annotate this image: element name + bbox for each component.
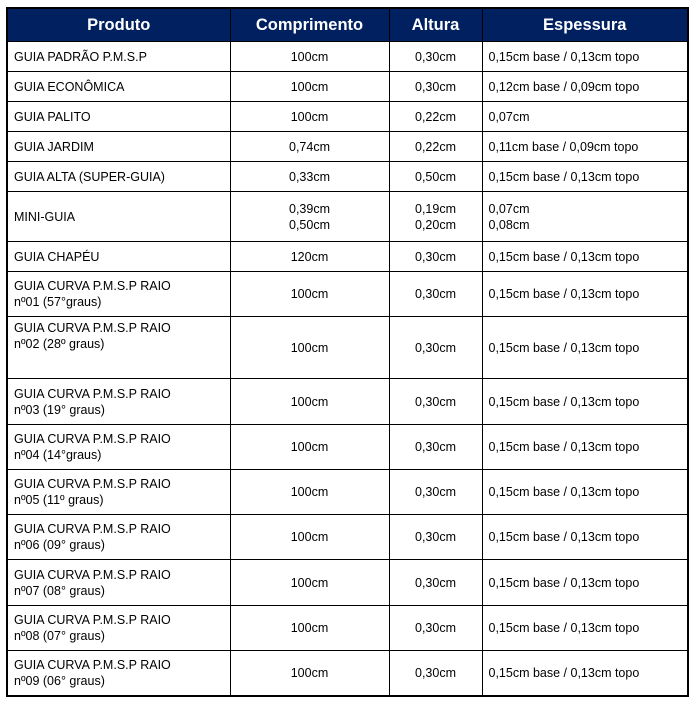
cell-comprimento-text: 120cm (290, 249, 329, 264)
cell-espessura-text: 0,15cm base / 0,13cm topo (488, 394, 640, 409)
cell-altura-text: 0,30cm (415, 287, 456, 301)
cell-altura (389, 317, 482, 379)
cell-comprimento (230, 192, 389, 242)
cell-produto (7, 162, 230, 192)
cell-altura-text: 0,30cm (415, 665, 456, 680)
cell-comprimento-text: 100cm (290, 621, 329, 635)
table-row (7, 132, 688, 162)
cell-altura-text: 0,30cm (415, 530, 456, 544)
cell-produto-text: nº09 (06° graus) (14, 673, 105, 688)
cell-produto (7, 379, 230, 425)
table-row (7, 379, 688, 425)
cell-altura (389, 102, 482, 132)
cell-produto-text: nº04 (14°graus) (14, 448, 102, 462)
product-table-container (6, 7, 689, 697)
cell-altura-text: 0,30cm (415, 440, 456, 454)
cell-comprimento (230, 242, 389, 272)
cell-produto (7, 515, 230, 560)
table-header-row (7, 8, 688, 42)
cell-comprimento (230, 162, 389, 192)
cell-produto-text: GUIA CURVA P.M.S.P RAIO (14, 321, 171, 335)
cell-produto (7, 317, 230, 379)
table-row (7, 192, 688, 242)
cell-comprimento (230, 317, 389, 379)
cell-espessura (482, 272, 688, 317)
cell-comprimento-text: 0,74cm (289, 139, 330, 154)
cell-espessura (482, 560, 688, 606)
cell-produto-text: GUIA ECONÔMICA (14, 79, 125, 94)
table-row (7, 102, 688, 132)
cell-produto (7, 102, 230, 132)
cell-espessura (482, 132, 688, 162)
cell-espessura-text: 0,15cm base / 0,13cm topo (488, 287, 640, 301)
cell-altura (389, 72, 482, 102)
cell-espessura-text: 0,08cm (488, 217, 530, 232)
table-row (7, 560, 688, 606)
table-row (7, 515, 688, 560)
cell-produto-text: MINI-GUIA (14, 209, 76, 224)
cell-espessura-text: 0,15cm base / 0,13cm topo (488, 169, 640, 184)
cell-comprimento-text: 100cm (290, 109, 329, 124)
cell-comprimento (230, 425, 389, 470)
cell-produto-text: GUIA CURVA P.M.S.P RAIO (14, 657, 171, 672)
table-row (7, 606, 688, 651)
cell-altura-text: 0,20cm (415, 217, 456, 232)
cell-espessura-text: 0,15cm base / 0,13cm topo (488, 440, 640, 454)
cell-espessura (482, 470, 688, 515)
cell-comprimento (230, 42, 389, 72)
cell-comprimento-text: 100cm (290, 530, 329, 544)
cell-produto (7, 560, 230, 606)
table-row (7, 470, 688, 515)
cell-comprimento-text: 0,33cm (289, 169, 330, 184)
cell-altura-text: 0,30cm (415, 485, 456, 499)
cell-comprimento (230, 72, 389, 102)
cell-espessura (482, 317, 688, 379)
cell-espessura (482, 606, 688, 651)
cell-altura-text: 0,30cm (415, 621, 456, 635)
cell-altura-text: 0,22cm (415, 139, 456, 154)
product-spec-table (6, 7, 689, 697)
cell-espessura-text: 0,12cm base / 0,09cm topo (488, 79, 640, 94)
cell-espessura (482, 102, 688, 132)
cell-produto-text: nº06 (09° graus) (14, 538, 105, 552)
cell-espessura (482, 162, 688, 192)
cell-comprimento-text: 100cm (290, 394, 329, 409)
cell-espessura (482, 425, 688, 470)
cell-produto (7, 42, 230, 72)
cell-comprimento-text: 0,39cm (289, 201, 330, 216)
table-row (7, 72, 688, 102)
cell-altura (389, 242, 482, 272)
cell-produto-text: GUIA CHAPÉU (14, 249, 100, 264)
cell-espessura-text: 0,15cm base / 0,13cm topo (488, 621, 640, 635)
cell-comprimento (230, 272, 389, 317)
cell-comprimento-text: 100cm (290, 79, 329, 94)
header-espessura: Espessura (482, 8, 688, 42)
cell-altura (389, 651, 482, 696)
cell-espessura (482, 515, 688, 560)
cell-espessura (482, 72, 688, 102)
cell-produto-text: GUIA CURVA P.M.S.P RAIO (14, 613, 171, 627)
cell-altura-text: 0,30cm (415, 394, 456, 409)
cell-comprimento-text: 100cm (290, 340, 329, 355)
cell-produto-text: GUIA CURVA P.M.S.P RAIO (14, 522, 171, 536)
cell-altura-text: 0,22cm (415, 109, 456, 124)
cell-produto-text: GUIA PALITO (14, 109, 91, 124)
cell-espessura-text: 0,15cm base / 0,13cm topo (488, 575, 640, 590)
cell-comprimento-text: 100cm (290, 287, 329, 301)
cell-espessura-text: 0,15cm base / 0,13cm topo (488, 665, 640, 680)
cell-produto-text: GUIA CURVA P.M.S.P RAIO (14, 567, 171, 582)
header-altura: Altura (389, 8, 482, 42)
cell-produto (7, 272, 230, 317)
cell-produto (7, 606, 230, 651)
table-body (7, 42, 688, 696)
cell-altura-text: 0,19cm (415, 201, 456, 216)
cell-produto (7, 425, 230, 470)
cell-produto (7, 192, 230, 242)
cell-altura (389, 162, 482, 192)
cell-altura (389, 470, 482, 515)
cell-espessura-text: 0,15cm base / 0,13cm topo (488, 249, 640, 264)
cell-altura (389, 272, 482, 317)
cell-altura-text: 0,50cm (415, 169, 456, 184)
cell-produto-text: GUIA JARDIM (14, 139, 94, 154)
cell-produto-text: GUIA CURVA P.M.S.P RAIO (14, 477, 171, 491)
table-row (7, 42, 688, 72)
cell-espessura (482, 192, 688, 242)
table-row (7, 425, 688, 470)
cell-comprimento (230, 379, 389, 425)
cell-comprimento-text: 100cm (290, 665, 329, 680)
cell-produto-text: nº05 (11º graus) (14, 493, 104, 507)
cell-altura-text: 0,30cm (415, 49, 456, 64)
cell-produto-text: GUIA ALTA (SUPER-GUIA) (14, 169, 165, 184)
cell-espessura-text: 0,07cm (488, 201, 530, 216)
cell-espessura (482, 379, 688, 425)
cell-altura-text: 0,30cm (415, 79, 456, 94)
cell-altura (389, 42, 482, 72)
cell-espessura-text: 0,11cm base / 0,09cm topo (488, 139, 639, 154)
cell-altura (389, 132, 482, 162)
table-row (7, 272, 688, 317)
cell-altura (389, 425, 482, 470)
cell-produto-text: nº08 (07° graus) (14, 629, 105, 643)
cell-produto-text: nº02 (28º graus) (14, 337, 105, 351)
cell-comprimento-text: 100cm (290, 485, 329, 499)
cell-espessura (482, 651, 688, 696)
table-row (7, 242, 688, 272)
cell-espessura (482, 242, 688, 272)
cell-espessura (482, 42, 688, 72)
header-comprimento: Comprimento (230, 8, 389, 42)
cell-comprimento (230, 132, 389, 162)
cell-altura-text: 0,30cm (415, 249, 456, 264)
cell-produto (7, 72, 230, 102)
cell-espessura-text: 0,07cm (488, 109, 530, 124)
cell-comprimento (230, 560, 389, 606)
cell-altura (389, 606, 482, 651)
cell-altura (389, 560, 482, 606)
table-row (7, 162, 688, 192)
header-produto: Produto (7, 8, 230, 42)
cell-altura (389, 192, 482, 242)
cell-produto-text: GUIA CURVA P.M.S.P RAIO (14, 386, 171, 401)
cell-produto (7, 470, 230, 515)
cell-comprimento (230, 651, 389, 696)
cell-comprimento-text: 0,50cm (289, 217, 330, 232)
cell-comprimento (230, 606, 389, 651)
cell-espessura-text: 0,15cm base / 0,13cm topo (488, 49, 640, 64)
cell-produto-text: nº01 (57°graus) (14, 295, 102, 309)
cell-comprimento-text: 100cm (290, 49, 329, 64)
table-row (7, 651, 688, 696)
cell-produto-text: GUIA CURVA P.M.S.P RAIO (14, 432, 171, 446)
cell-produto-text: nº07 (08° graus) (14, 583, 105, 598)
cell-comprimento-text: 100cm (290, 575, 329, 590)
cell-espessura-text: 0,15cm base / 0,13cm topo (488, 530, 640, 544)
cell-produto (7, 132, 230, 162)
cell-produto (7, 242, 230, 272)
cell-comprimento-text: 100cm (290, 440, 329, 454)
cell-produto-text: GUIA PADRÃO P.M.S.P (14, 49, 147, 64)
cell-produto (7, 651, 230, 696)
cell-altura-text: 0,30cm (415, 575, 456, 590)
cell-comprimento (230, 470, 389, 515)
cell-espessura-text: 0,15cm base / 0,13cm topo (488, 340, 640, 355)
cell-produto-text: nº03 (19° graus) (14, 402, 105, 417)
table-row (7, 317, 688, 379)
cell-altura (389, 379, 482, 425)
cell-comprimento (230, 515, 389, 560)
cell-altura-text: 0,30cm (415, 340, 456, 355)
cell-espessura-text: 0,15cm base / 0,13cm topo (488, 485, 640, 499)
cell-produto-text: GUIA CURVA P.M.S.P RAIO (14, 279, 171, 293)
cell-comprimento (230, 102, 389, 132)
cell-altura (389, 515, 482, 560)
